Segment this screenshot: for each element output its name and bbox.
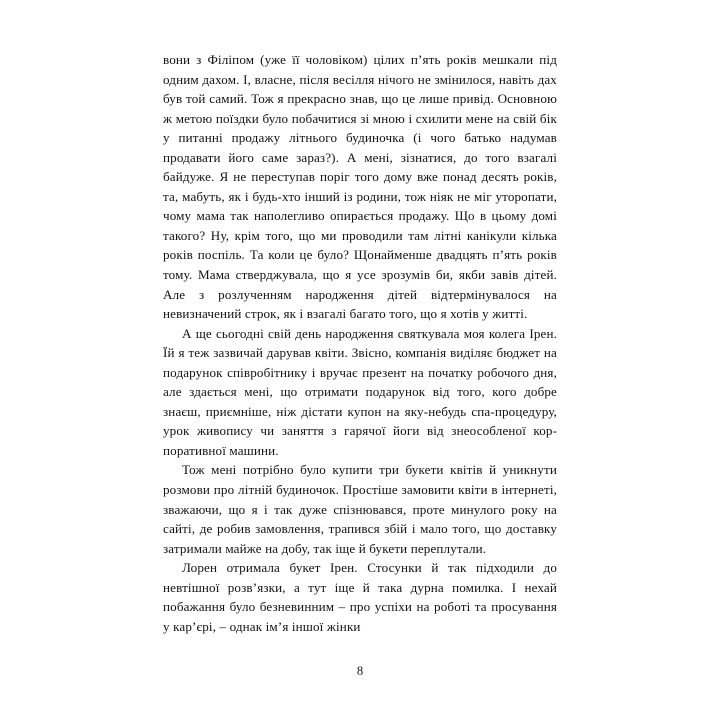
paragraph-1: вони з Філіпом (уже її чоловіком) цілих п’ять років мешкали під одним дахом. І, власне, після весілля нічого не змінилося, навіть дах був той самий. Тож я прекрасно знав, що це лише привід. Основною ж метою поїздки було побачитися зі мною і схилити мене на свій бік у питанні продажу літнього будиночка (і чого батько надумав продавати його саме зараз?). А мені, зізнатися, до того взагалі байдуже. Я не переступав поріг того дому вже понад десять років, та, мабуть, як і будь-хто інший із родини, тож ніяк не міг уторопати, чому мама так наполегливо опирається продажу. Що в цьому домі такого? Ну, крім того, що ми проводили там літні канікули кілька років поспіль. Та коли це було? Щонайменше двадцять п’ять років тому. Мама стверджувала, що я усе зрозумів би, якби завів дітей. Але з розлученням народження дітей відтермінувалося на невизначений строк, як і взагалі багато того, що я хотів у житті.	[163, 52, 557, 322]
paragraph-2: А ще сьогодні свій день народження святкувала моя колега Ірен. Їй я теж зазвичай дарував квіти. Звісно, компанія виділяє бюджет на подарунок співробітнику і вручає презент на початку робочого дня, але здається мені, що отримати подарунок від того, кого добре знаєш, приємніше, ніж дістати купон на яку-небудь спа-процедуру, урок живопису чи заняття з гарячої йоги від знеособленої корпоративної машини.	[163, 325, 557, 458]
paragraph-4: Лорен отримала букет Ірен. Стосунки й так підходили до невтішної розв’язки, а тут іще й така дурна помилка. І нехай побажання було безневинним – про успіхи на роботі та просування у кар’єрі, – однак ім’я іншої жінки	[163, 560, 557, 634]
paragraph-3: Тож мені потрібно було купити три букети квітів й уникнути розмови про літній будиночок. Простіше замовити квіти в інтернеті, зважаючи, що я і так дуже спізнювався, проте минулого року на сайті, де робив замовлення, трапився збій і мало того, що доставку затримали майже на добу, так іще й букети переплутали.	[163, 462, 557, 556]
page-text-body	[163, 50, 557, 636]
page-number: 8	[356, 664, 364, 678]
